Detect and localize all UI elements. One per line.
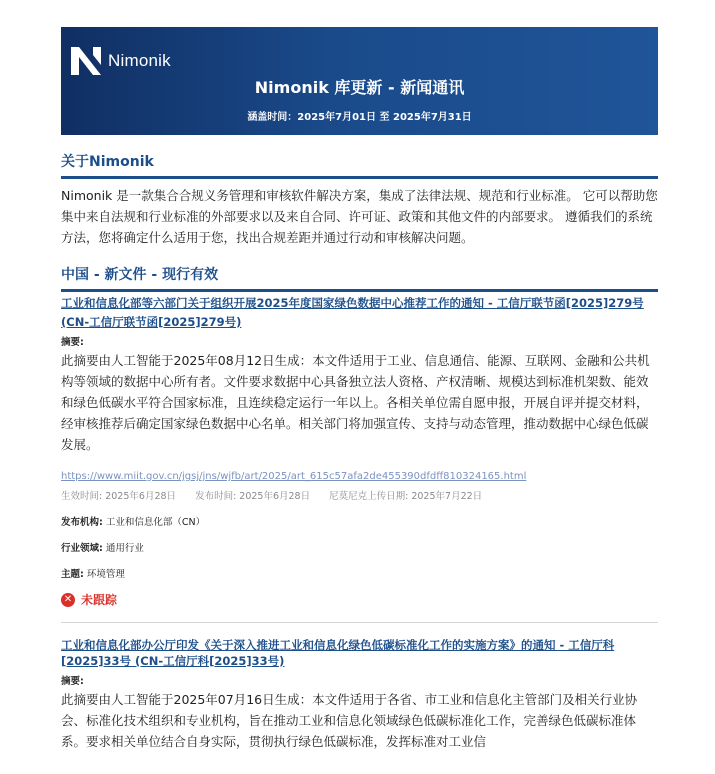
abstract-label: 摘要: xyxy=(61,676,84,687)
industry-row xyxy=(61,540,658,554)
publisher-value: 工业和信息化部（CN） xyxy=(105,517,206,528)
tracking-status-text: 未跟踪 xyxy=(81,593,118,607)
effective-date: 生效时间: 2025年6月28日 xyxy=(61,491,177,502)
header-banner xyxy=(61,27,658,135)
published-date: 发布时间: 2025年6月28日 xyxy=(195,491,311,502)
about-heading-rule xyxy=(61,176,658,179)
item-divider xyxy=(61,622,658,623)
abstract-label: 摘要: xyxy=(61,337,84,348)
topic-value: 环境管理 xyxy=(86,569,125,580)
close-circle-icon: ✕ xyxy=(61,593,75,607)
topic-row xyxy=(61,566,658,580)
document-dates xyxy=(61,488,658,502)
industry-value: 通用行业 xyxy=(105,543,144,554)
about-heading: 关于Nimonik xyxy=(61,154,154,170)
industry-label: 行业领域: xyxy=(61,543,103,554)
uploaded-date: 尼莫尼克上传日期: 2025年7月22日 xyxy=(329,491,483,502)
source-url-link[interactable]: https://www.miit.gov.cn/jgsj/jns/wjfb/art/2025/art_615c57afa2de455390dfdff810324165.html xyxy=(61,471,527,482)
nimonik-logo xyxy=(71,47,171,75)
section-heading: 中国 - 新文件 - 现行有效 xyxy=(61,267,219,283)
newsletter-title: Nimonik 库更新 - 新闻通讯 xyxy=(254,78,465,97)
publisher-row xyxy=(61,514,658,528)
abstract-text: 此摘要由人工智能于2025年07月16日生成：本文件适用于各省、市工业和信息化主管部门及相关行业协会、标准化技术组织和专业机构，旨在推动工业和信息化领域绿色低碳标准化工作，完善绿色低碳标准体系。要求相关单位结合自身实际，贯彻执行绿色低碳标准，发挥标准对工业信 xyxy=(61,692,638,749)
document-item xyxy=(61,637,658,752)
document-title-link[interactable]: 工业和信息化部等六部门关于组织开展2025年度国家绿色数据中心推荐工作的通知 - 工信厅联节函[2025]279号 (CN-工信厅联节函[2025]279号) xyxy=(61,296,644,329)
tracking-status xyxy=(61,591,658,608)
coverage-period: 涵盖时间：2025年7月01日 至 2025年7月31日 xyxy=(247,112,472,123)
about-text: Nimonik 是一款集合合规义务管理和审核软件解决方案，集成了法律法规、规范和行业标准。 它可以帮助您集中来自法规和行业标准的外部要求以及来自合同、许可证、政策和其他文件的内部要求。 遵循我们的系统方法，您将确定什么适用于您，找出合规差距并通过行动和审核解决问题。 xyxy=(61,188,658,245)
document-item xyxy=(61,292,658,608)
nimonik-logo-icon xyxy=(71,47,101,75)
document-title-link[interactable]: 工业和信息化部办公厅印发《关于深入推进工业和信息化绿色低碳标准化工作的实施方案》的通知 - 工信厅科[2025]33号 (CN-工信厅科[2025]33号) xyxy=(61,638,615,668)
topic-label: 主题: xyxy=(61,569,84,580)
abstract-text: 此摘要由人工智能于2025年08月12日生成：本文件适用于工业、信息通信、能源、互联网、金融和公共机构等领域的数据中心所有者。文件要求数据中心具备独立法人资格、产权清晰、规模达到标准机架数、能效和绿色低碳水平符合国家标准，且连续稳定运行一年以上。各相关单位需自愿申报，开展自评并提交材料，经审核推荐后确定国家绿色数据中心名单。相关部门将加强宣传、支持与动态管理，推动数据中心绿色低碳发展。 xyxy=(61,353,650,452)
newsletter-page xyxy=(61,27,658,752)
publisher-label: 发布机构: xyxy=(61,517,103,528)
logo-text: Nimonik xyxy=(108,51,171,70)
